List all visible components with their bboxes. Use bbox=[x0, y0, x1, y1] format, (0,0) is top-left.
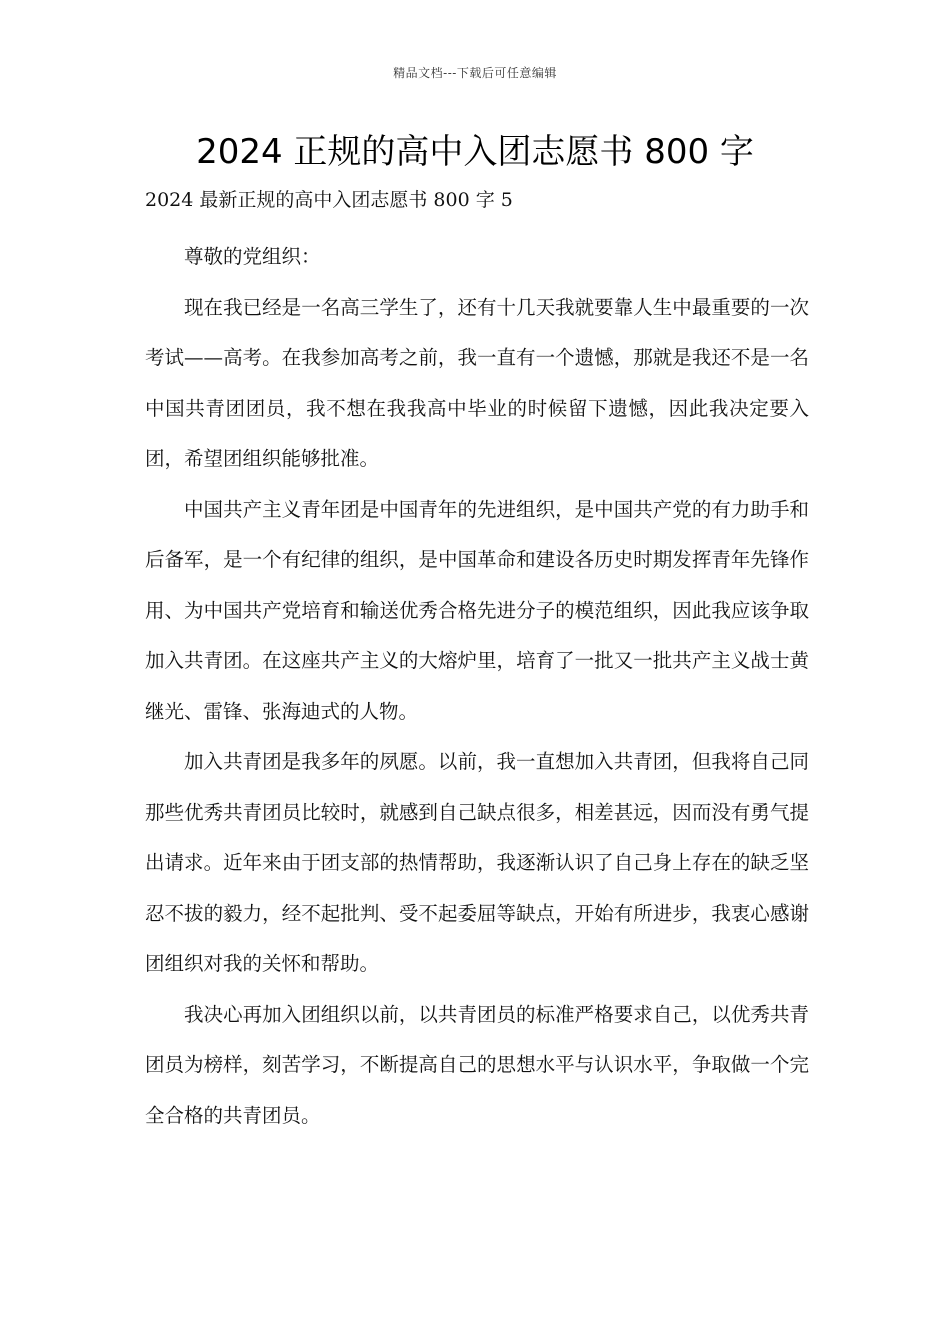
paragraph: 加入共青团是我多年的夙愿。以前，我一直想加入共青团，但我将自己同那些优秀共青团员比较时，就感到自己缺点很多，相差甚远，因而没有勇气提出请求。近年来由于团支部的热情帮助，我逐渐认识了自己身上存在的缺乏坚忍不拔的毅力，经不起批判、受不起委屈等缺点，开始有所进步，我衷心感谢团组织对我的关怀和帮助。 bbox=[145, 750, 809, 975]
paragraph: 中国共产主义青年团是中国青年的先进组织，是中国共产党的有力助手和后备军，是一个有纪律的组织，是中国革命和建设各历史时期发挥青年先锋作用、为中国共产党培育和输送优秀合格先进分子的模范组织，因此我应该争取加入共青团。在这座共产主义的大熔炉里，培育了一批又一批共产主义战士黄继光、雷锋、张海迪式的人物。 bbox=[145, 497, 809, 723]
salutation: 尊敬的党组织： bbox=[184, 245, 321, 268]
document-subtitle: 2024 最新正规的高中入团志愿书 800 字 5 bbox=[145, 189, 513, 211]
header-note: 精品文档---下载后可任意编辑 bbox=[393, 66, 557, 80]
paragraph: 现在我已经是一名高三学生了，还有十几天我就要靠人生中最重要的一次考试——高考。在我参加高考之前，我一直有一个遗憾，那就是我还不是一名中国共青团团员，我不想在我我高中毕业的时候留下遗憾，因此我决定要入团，希望团组织能够批准。 bbox=[145, 295, 809, 470]
page-title: 2024 正规的高中入团志愿书 800 字 bbox=[196, 132, 754, 172]
document-body bbox=[145, 232, 809, 1141]
paragraph: 我决心再加入团组织以前，以共青团员的标准严格要求自己，以优秀共青团员为榜样，刻苦学习，不断提高自己的思想水平与认识水平，争取做一个完全合格的共青团员。 bbox=[145, 1002, 809, 1127]
